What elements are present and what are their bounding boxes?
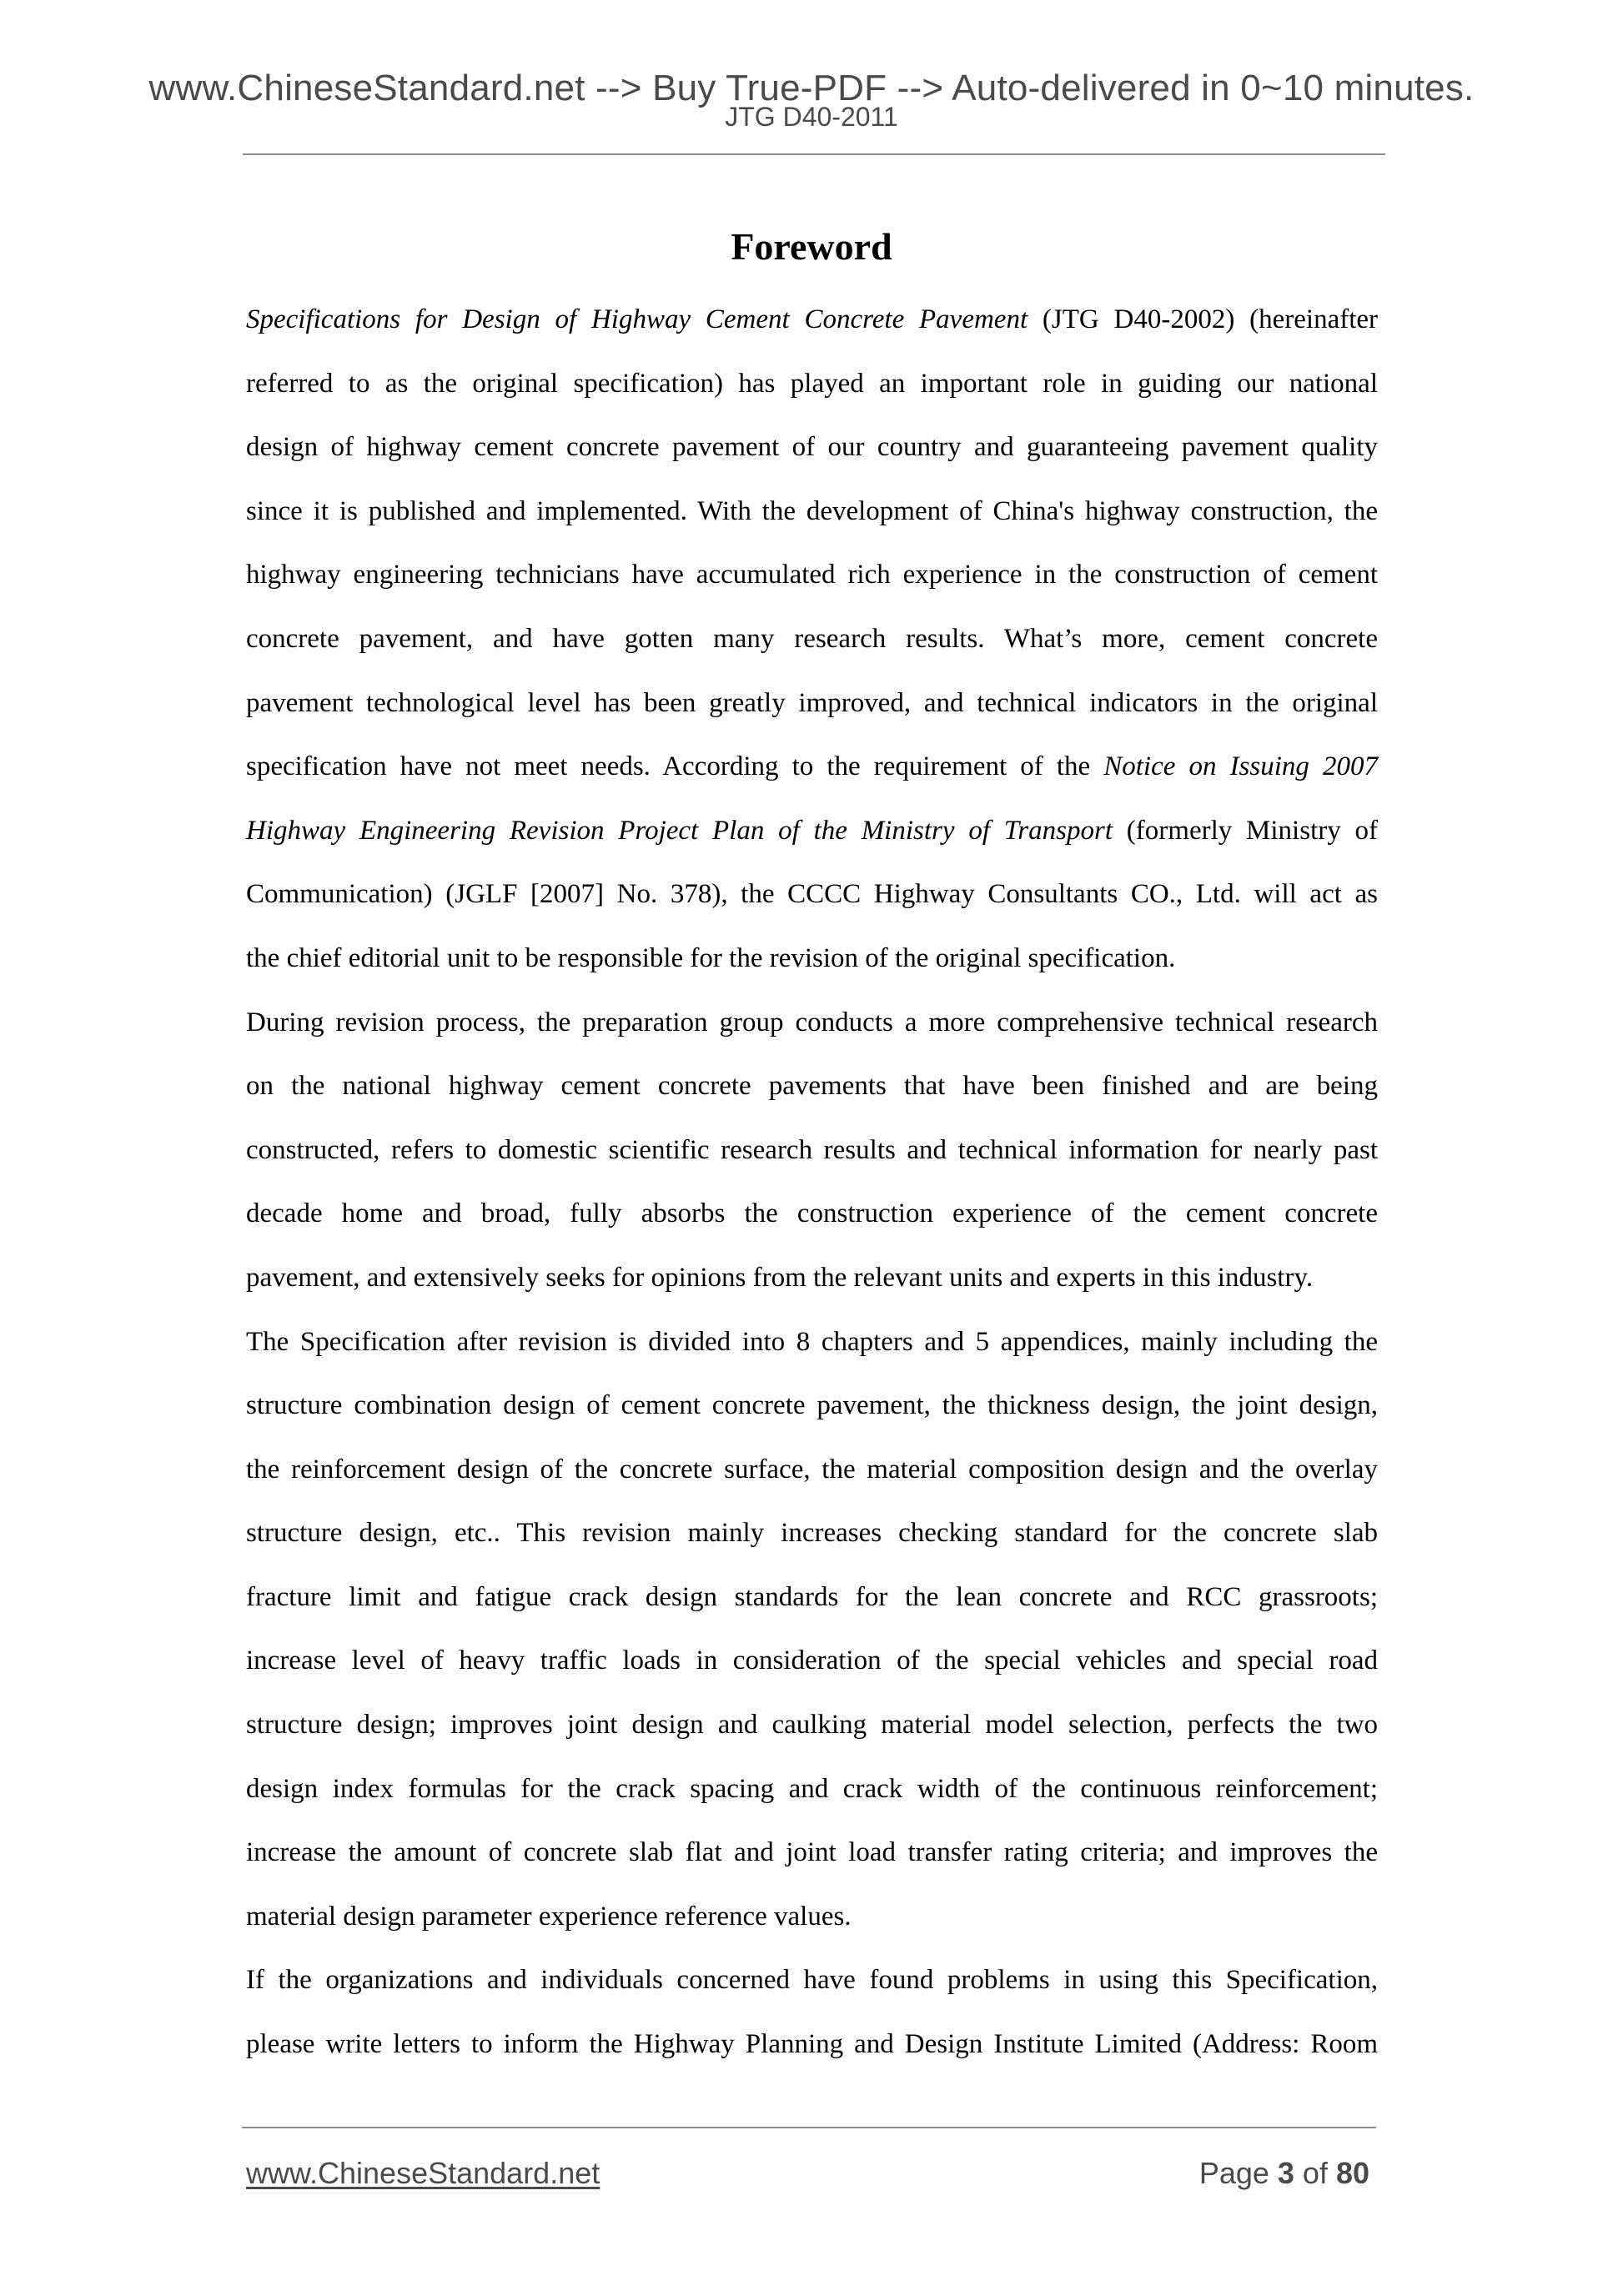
- paragraph: [246, 1948, 1378, 2076]
- body-text: During revision process, the preparation group conducts a more comprehensive technical research: [246, 1007, 1378, 1037]
- body-text: structure combination design of cement concrete pavement, the thickness design, the joint design,: [246, 1390, 1378, 1421]
- body-text: pavement, and extensively seeks for opinions from the relevant units and experts in this industry.: [246, 1262, 1314, 1293]
- body-text: increase level of heavy traffic loads in consideration of the special vehicles and special road: [246, 1645, 1378, 1676]
- body-text: pavement technological level has been greatly improved, and technical indicators in the original: [246, 687, 1378, 718]
- body-text: (JTG D40-2002) (hereinafter: [1028, 304, 1379, 334]
- body-text: since it is published and implemented. With the development of China's highway construction, the: [246, 495, 1378, 526]
- body-text: specification have not meet needs. According to the requirement of the: [246, 751, 1104, 782]
- text-line: [246, 735, 1378, 799]
- body-text: referred to as the original specification) has played an important role in guiding our national: [246, 368, 1378, 399]
- text-line: [246, 671, 1378, 736]
- body-text: highway engineering technicians have accumulated rich experience in the construction of cement: [246, 560, 1378, 590]
- text-line: [246, 927, 1378, 991]
- body-text: material design parameter experience reference values.: [246, 1901, 852, 1932]
- page-current: 3: [1277, 2156, 1294, 2190]
- body-text: design index formulas for the crack spacing and crack width of the continuous reinforcement;: [246, 1773, 1378, 1804]
- text-line: [246, 862, 1378, 927]
- text-line: [246, 799, 1378, 863]
- body-text: fracture limit and fatigue crack design standards for the lean concrete and RCC grassroots;: [246, 1581, 1378, 1612]
- body-text: concrete pavement, and have gotten many research results. What’s more, cement concrete: [246, 623, 1378, 654]
- text-line: [246, 1246, 1378, 1310]
- text-line: [246, 1693, 1378, 1757]
- body-text: structure design, etc.. This revision mainly increases checking standard for the concrete slab: [246, 1518, 1378, 1549]
- text-line: [246, 1118, 1378, 1183]
- document-code: JTG D40-2011: [725, 102, 898, 132]
- footer-site-link[interactable]: www.ChineseStandard.net: [246, 2156, 600, 2190]
- text-line: [246, 1948, 1378, 2012]
- body-text: constructed, refers to domestic scientific research results and technical information for nearly past: [246, 1134, 1378, 1165]
- text-line: [246, 543, 1378, 607]
- text-line: [246, 607, 1378, 671]
- text-line: [246, 2012, 1378, 2077]
- text-line: [246, 1565, 1378, 1630]
- page-title: Foreword: [731, 225, 892, 268]
- body-text: decade home and broad, fully absorbs the construction experience of the cement concrete: [246, 1198, 1378, 1229]
- text-line: [246, 991, 1378, 1055]
- body-text: increase the amount of concrete slab flat and joint load transfer rating criteria; and improves the: [246, 1837, 1378, 1868]
- text-line: [246, 1757, 1378, 1821]
- italic-title-text: Specifications for Design of Highway Cement Concrete Pavement: [246, 304, 1028, 334]
- text-line: [246, 1821, 1378, 1885]
- body-text: (formerly Ministry of: [1113, 815, 1379, 846]
- text-line: [246, 1629, 1378, 1693]
- text-line: [246, 1501, 1378, 1565]
- body-text: design of highway cement concrete pavement of our country and guaranteeing pavement quality: [246, 432, 1378, 463]
- italic-title-text: Highway Engineering Revision Project Plan of the Ministry of Transport: [246, 815, 1113, 846]
- header-banner: www.ChineseStandard.net --> Buy True-PDF --> Auto-delivered in 0~10 minutes.: [148, 68, 1475, 108]
- body-text: please write letters to inform the Highway Planning and Design Institute Limited (Address: Room: [246, 2029, 1378, 2060]
- body-text: the chief editorial unit to be responsible for the revision of the original specification.: [246, 942, 1176, 973]
- text-line: [246, 352, 1378, 416]
- page-of: of: [1294, 2156, 1336, 2190]
- page-indicator: [1199, 2157, 1369, 2190]
- page-total: 80: [1335, 2156, 1369, 2190]
- page-prefix: Page: [1198, 2156, 1278, 2190]
- body-text: on the national highway cement concrete pavements that have been finished and are being: [246, 1071, 1378, 1102]
- body-text: The Specification after revision is divided into 8 chapters and 5 appendices, mainly including the: [246, 1326, 1378, 1357]
- text-line: [246, 1885, 1378, 1949]
- paragraph: [246, 991, 1378, 1310]
- paragraph: [246, 1310, 1378, 1949]
- text-line: [246, 1438, 1378, 1502]
- document-body: [246, 288, 1378, 2077]
- body-text: structure design; improves joint design and caulking material model selection, perfects the two: [246, 1710, 1378, 1741]
- text-line: [246, 288, 1378, 352]
- footer-divider: [242, 2127, 1376, 2128]
- text-line: [246, 1054, 1378, 1118]
- header-divider: [243, 153, 1385, 155]
- paragraph: [246, 288, 1378, 991]
- text-line: [246, 1310, 1378, 1374]
- body-text: the reinforcement design of the concrete surface, the material composition design and the overlay: [246, 1454, 1378, 1485]
- body-text: If the organizations and individuals concerned have found problems in using this Specification,: [246, 1965, 1378, 1996]
- text-line: [246, 415, 1378, 480]
- italic-title-text: Notice on Issuing 2007: [1103, 751, 1379, 782]
- body-text: Communication) (JGLF [2007] No. 378), the CCCC Highway Consultants CO., Ltd. will act as: [246, 879, 1378, 910]
- text-line: [246, 1182, 1378, 1246]
- text-line: [246, 480, 1378, 544]
- text-line: [246, 1374, 1378, 1438]
